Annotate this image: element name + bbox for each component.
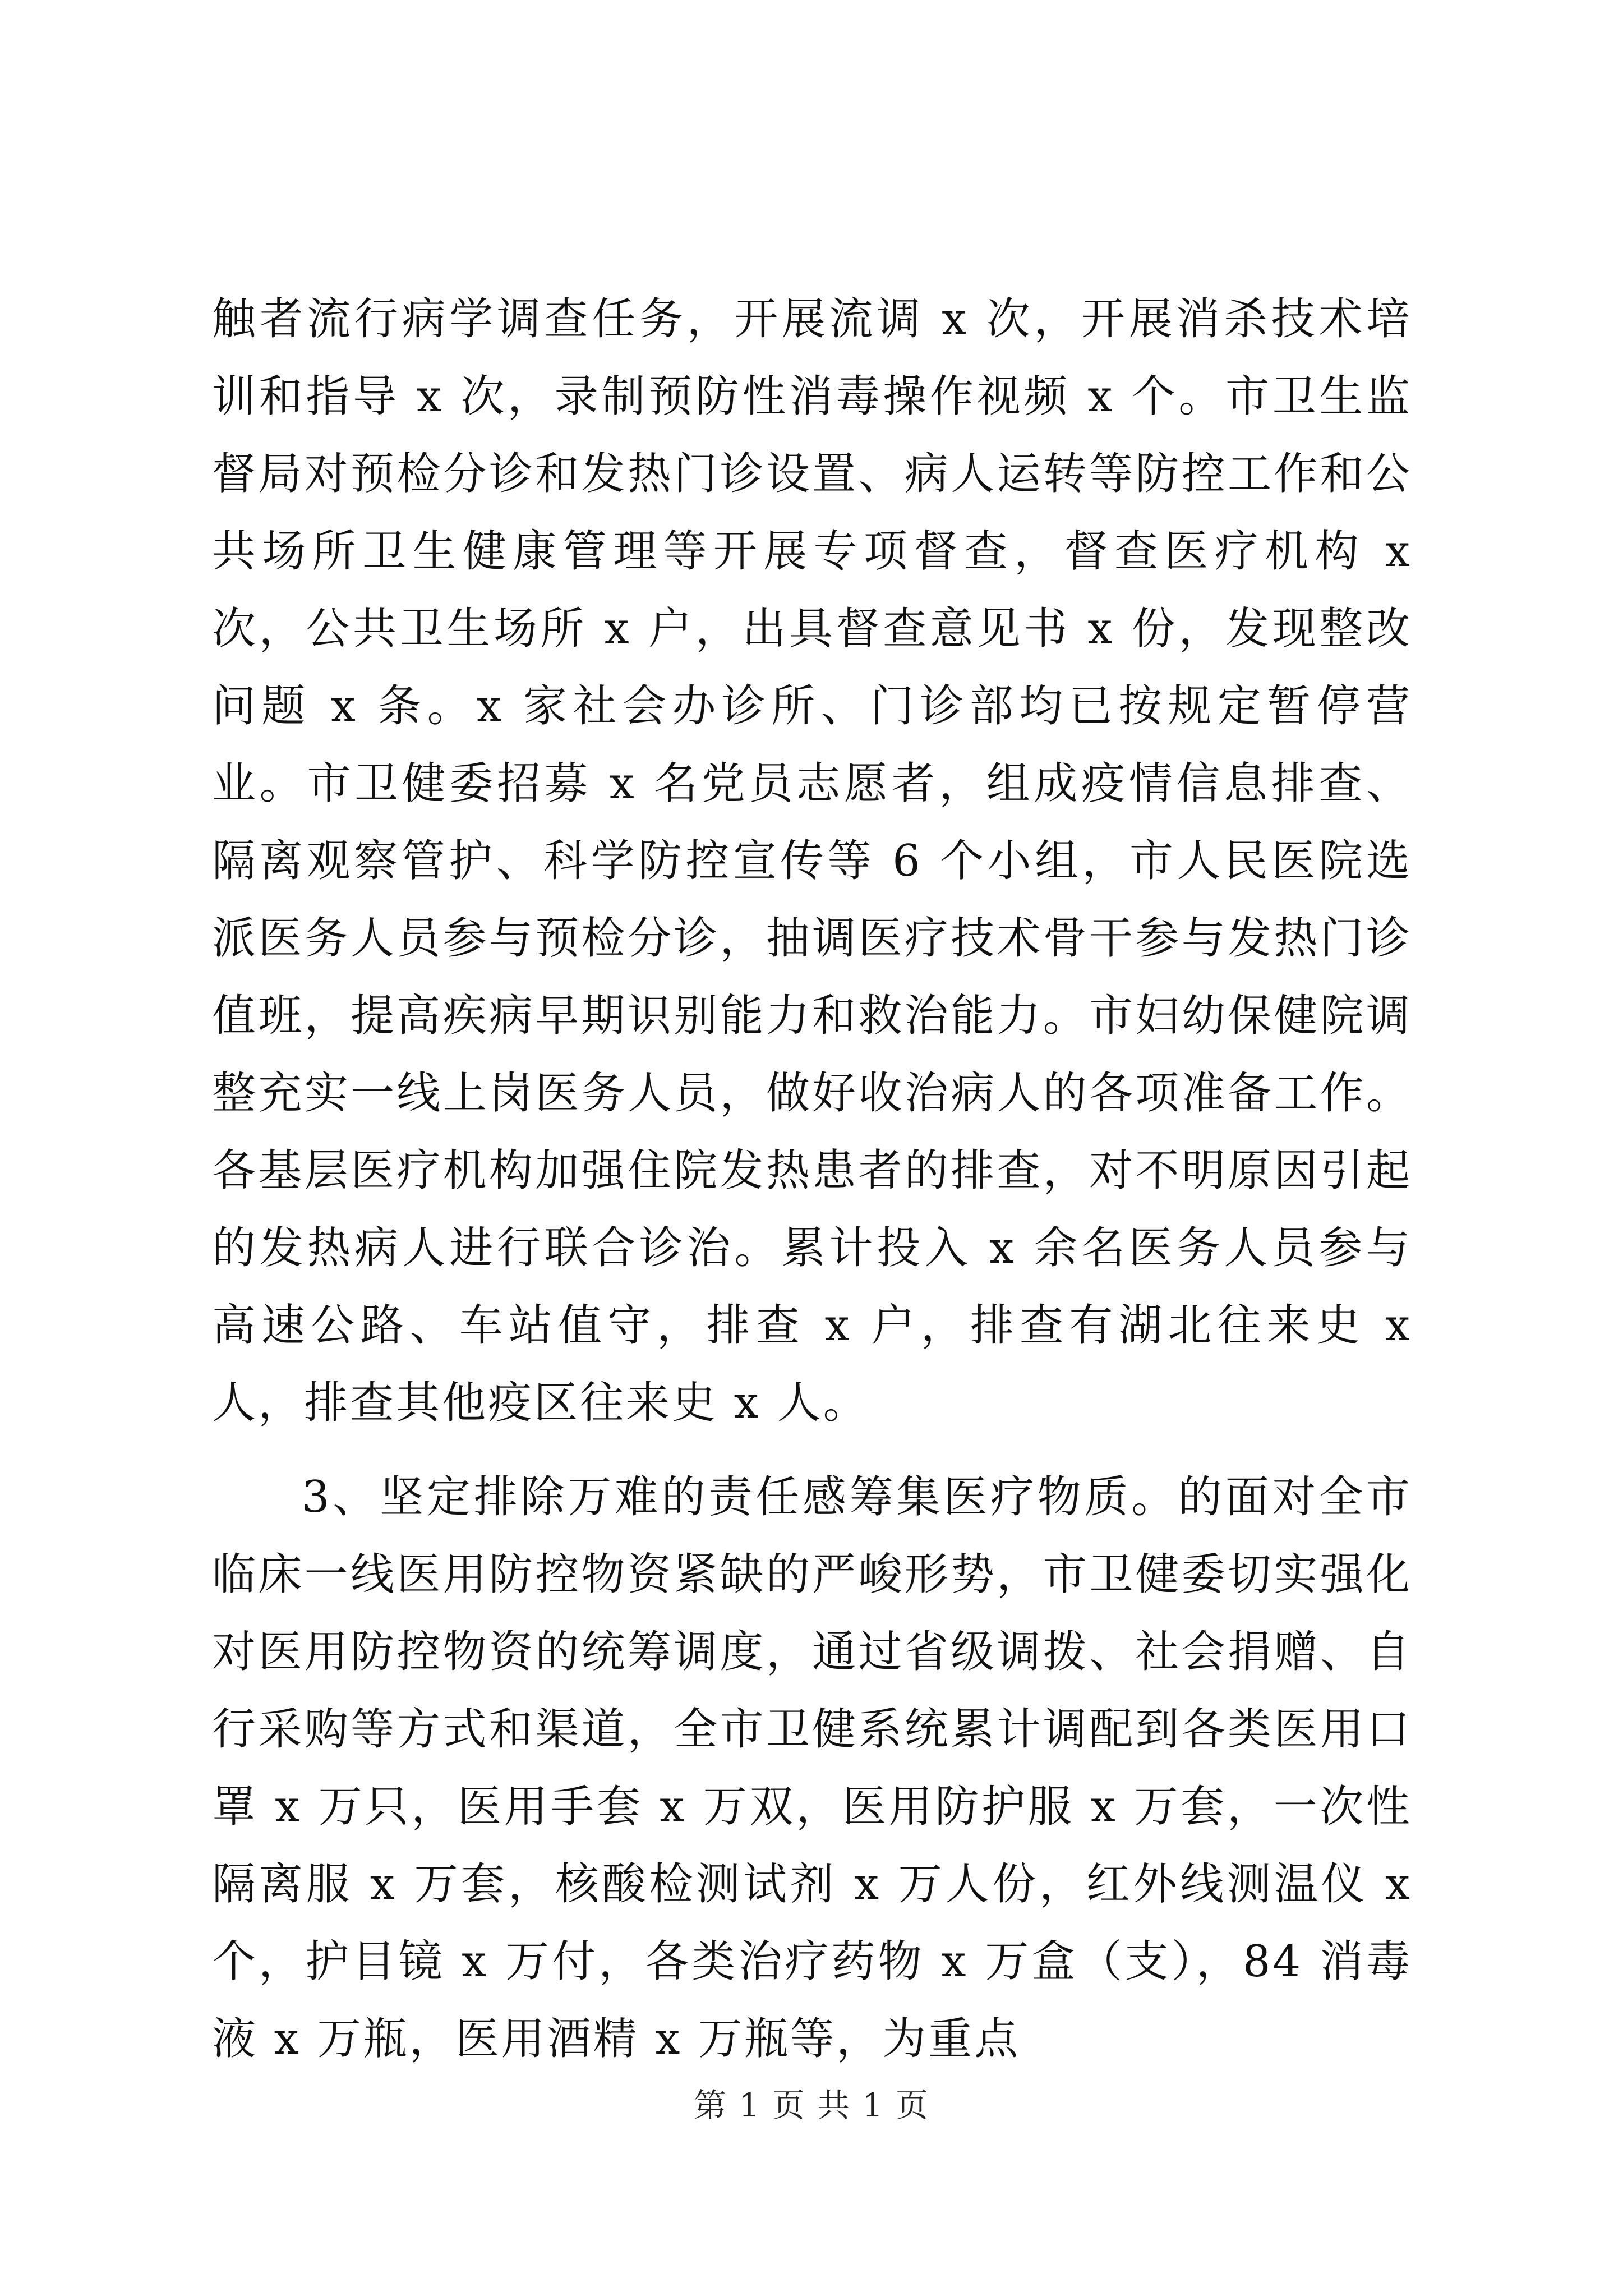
- document-body: [212, 280, 1412, 2078]
- paragraph-gap: [212, 1442, 1412, 1458]
- paragraph-2: 3、坚定排除万难的责任感筹集医疗物质。的面对全市临床一线医用防控物资紧缺的严峻形势，市卫健委切实强化对医用防控物资的统筹调度，通过省级调拨、社会捐赠、自行采购等方式和渠道，全市卫健系统累计调配到各类医用口罩 x 万只，医用手套 x 万双，医用防护服 x 万套，一次性隔离服 x 万套，核酸检测试剂 x 万人份，红外线测温仪 x 个，护目镜 x 万付，各类治疗药物 x 万盒（支），84 消毒液 x 万瓶，医用酒精 x 万瓶等，为重点: [212, 1472, 1412, 2064]
- paragraph-1: 触者流行病学调查任务，开展流调 x 次，开展消杀技术培训和指导 x 次，录制预防性消毒操作视频 x 个。市卫生监督局对预检分诊和发热门诊设置、病人运转等防控工作和公共场所卫生健康管理等开展专项督查，督查医疗机构 x 次，公共卫生场所 x 户，出具督查意见书 x 份，发现整改问题 x 条。x 家社会办诊所、门诊部均已按规定暂停营业。市卫健委招募 x 名党员志愿者，组成疫情信息排查、隔离观察管护、科学防控宣传等 6 个小组，市人民医院选派医务人员参与预检分诊，抽调医疗技术骨干参与发热门诊值班，提高疾病早期识别能力和救治能力。市妇幼保健院调整充实一线上岗医务人员，做好收治病人的各项准备工作。各基层医疗机构加强住院发热患者的排查，对不明原因引起的发热病人进行联合诊治。累计投入 x 余名医务人员参与高速公路、车站值守，排查 x 户，排查有湖北往来史 x 人，排查其他疫区往来史 x 人。: [212, 294, 1412, 1428]
- page-number-footer: 第 1 页 共 1 页: [694, 2086, 929, 2124]
